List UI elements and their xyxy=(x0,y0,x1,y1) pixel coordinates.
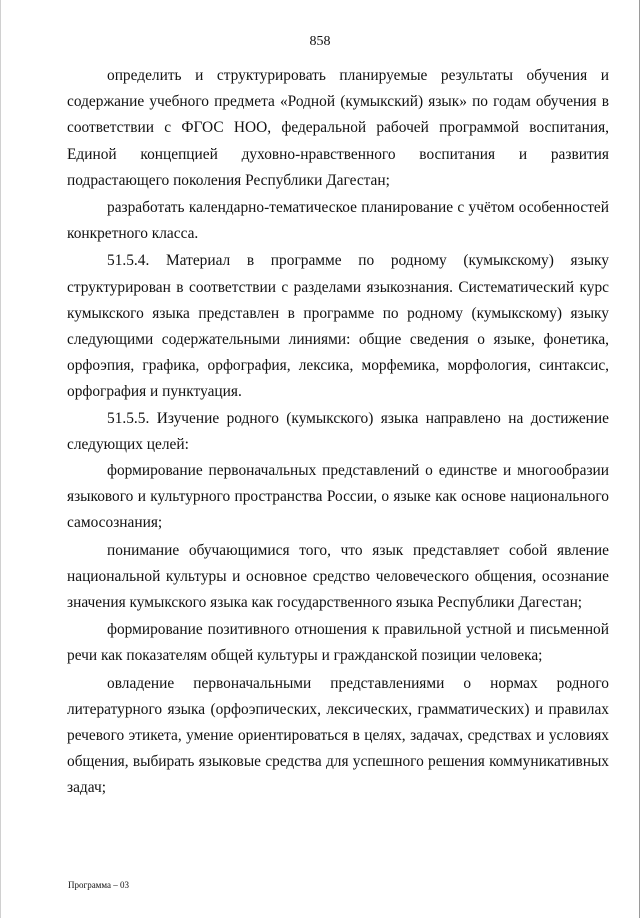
page-number: 858 xyxy=(309,34,331,49)
footer-label: Программа – 03 xyxy=(68,880,130,890)
scan-edge-left xyxy=(0,0,1,918)
paragraph: 51.5.4. Материал в программе по родному (кумыкскому) языку структурирован в соответствии с разделами языкознания. Систематический курс кумыкского языка представлен в программе по родному (кумыкскому) языку следующими содержательными линиями: общие сведения о языке, фонетика, орфоэпия, графика, орфография, лексика, морфемика, морфология, синтаксис, орфография и пунктуация. xyxy=(67,252,609,401)
paragraph: определить и структурировать планируемые результаты обучения и содержание учебного предмета «Родной (кумыкский) язык» по годам обучения в соответствии с ФГОС НОО, федеральной рабочей программой воспитания, Единой концепцией духовно-нравственного воспитания и развития подрастающего поколения Республики Дагестан; xyxy=(67,67,609,189)
paragraph: овладение первоначальными представлениями о нормах родного литературного языка (орфоэпических, лексических, грамматических) и правилах речевого этикета, умение ориентироваться в целях, задачах, средствах и условиях общения, выбирать языковые средства для успешного решения коммуникативных задач; xyxy=(67,674,609,797)
paragraph: разработать календарно-тематическое планирование с учётом особенностей конкретного класса. xyxy=(67,199,609,243)
paragraph: формирование первоначальных представлений о единстве и многообразии языкового и культурного пространства России, о языке как основе национального самосознания; xyxy=(67,462,609,532)
paragraph: понимание обучающимися того, что язык представляет собой явление национальной культуры и основное средство человеческого общения, осознание значения кумыкского языка как государственного языка Республики Дагестан; xyxy=(67,541,609,612)
document-body xyxy=(67,63,609,802)
paragraph: 51.5.5. Изучение родного (кумыкского) языка направлено на достижение следующих целей: xyxy=(67,409,609,453)
paragraph: формирование позитивного отношения к правильной устной и письменной речи как показателям общей культуры и гражданской позиции человека; xyxy=(67,621,609,665)
